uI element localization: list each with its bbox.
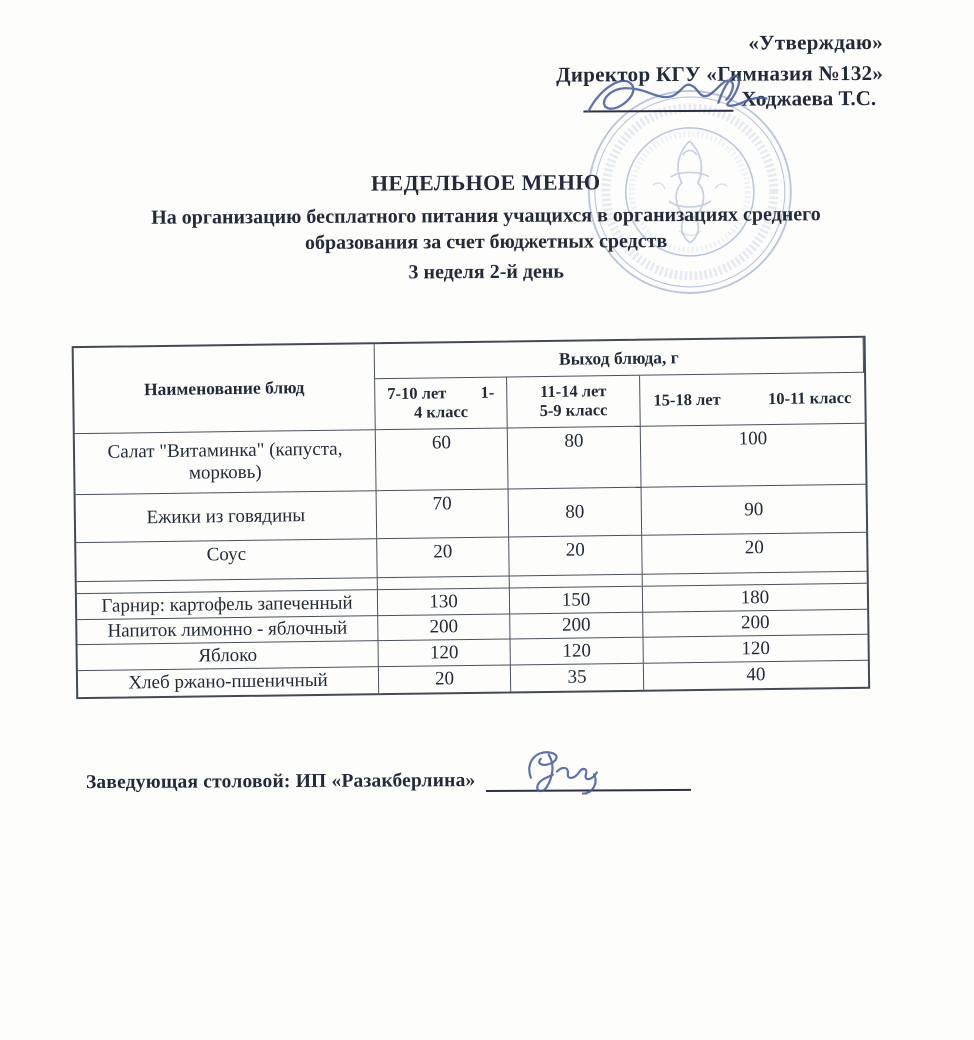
grade-1: 4 класс bbox=[413, 401, 469, 422]
portion-value-cell: 40 bbox=[746, 664, 766, 686]
portion-value-cell: 180 bbox=[643, 584, 867, 613]
portion-group-header: Выход блюда, г bbox=[375, 338, 864, 379]
dish-name-cell: Гарнир: картофель запеченный bbox=[77, 590, 378, 620]
portion-value-cell: 20 bbox=[379, 665, 511, 693]
dish-name-cell: Салат "Витаминка" (капуста, морковь) bbox=[75, 430, 377, 495]
dish-name-cell: Ежики из говядины bbox=[76, 491, 378, 543]
dish-name-cell: Яблоко bbox=[78, 641, 379, 671]
director-signature bbox=[566, 62, 781, 129]
dish-name-column-header: Наименование блюд bbox=[74, 344, 376, 434]
portion-value-cell: 35 bbox=[511, 664, 644, 692]
document-title: НЕДЕЛЬНОЕ МЕНЮ bbox=[370, 169, 601, 196]
age-range-2: 11-14 лет bbox=[539, 381, 607, 402]
portion-value-cell: 120 bbox=[379, 639, 511, 667]
portion-value-cell: 200 bbox=[643, 610, 867, 638]
grade-prefix-1: 1- bbox=[480, 382, 495, 402]
age-group-header-1 bbox=[375, 377, 508, 430]
dish-name-cell: Хлеб ржано-пшеничный bbox=[78, 667, 379, 697]
director-name: Ходжаева Т.С. bbox=[741, 85, 877, 111]
dish-name-cell: Соус bbox=[76, 539, 377, 582]
portion-value-cell: 90 bbox=[642, 485, 867, 536]
portion-value-cell: 60 bbox=[376, 428, 509, 491]
title-block bbox=[0, 167, 973, 287]
portion-value-cell: 20 bbox=[642, 533, 866, 575]
age-range-1: 7-10 лет bbox=[387, 383, 447, 404]
portion-value-cell: 120 bbox=[643, 635, 867, 664]
director-title-text: Директор КГУ «Гимназия №132» bbox=[556, 60, 884, 87]
portion-value-cell: 200 bbox=[510, 613, 643, 640]
portion-value-cell: 20 bbox=[377, 537, 509, 578]
grade-2: 5-9 класс bbox=[539, 400, 608, 421]
grade-3: 10-11 класс bbox=[767, 387, 852, 408]
dish-name-cell: Напиток лимонно - яблочный bbox=[77, 616, 378, 645]
portion-value-cell: 120 bbox=[511, 638, 644, 666]
portion-value-cell: 100 bbox=[641, 424, 866, 488]
week-day-line: 3 неделя 2-й день bbox=[408, 260, 565, 284]
age-group-header-3 bbox=[640, 373, 865, 427]
approve-text: «Утверждаю» bbox=[748, 29, 884, 55]
subtitle-line-2: образования за счет бюджетных средств bbox=[304, 230, 668, 255]
canteen-manager-label: Заведующая столовой: ИП «Разакберлина» bbox=[85, 770, 476, 794]
portion-value-cell: 200 bbox=[378, 614, 510, 641]
age-range-3: 15-18 лет bbox=[653, 389, 721, 410]
portion-value-cell: 80 bbox=[509, 488, 643, 538]
portion-value-cell: 150 bbox=[510, 587, 643, 615]
subtitle-line-1: На организацию бесплатного питания учащихся в организациях среднего bbox=[151, 203, 821, 229]
portion-value-cell: 130 bbox=[378, 588, 510, 616]
canteen-manager-signature bbox=[497, 743, 617, 800]
age-group-header-2 bbox=[507, 376, 641, 429]
portion-value-cell: 80 bbox=[508, 427, 642, 490]
portion-value-cell: 70 bbox=[377, 489, 510, 539]
menu-table bbox=[72, 336, 871, 699]
portion-value-cell: 20 bbox=[509, 536, 642, 577]
